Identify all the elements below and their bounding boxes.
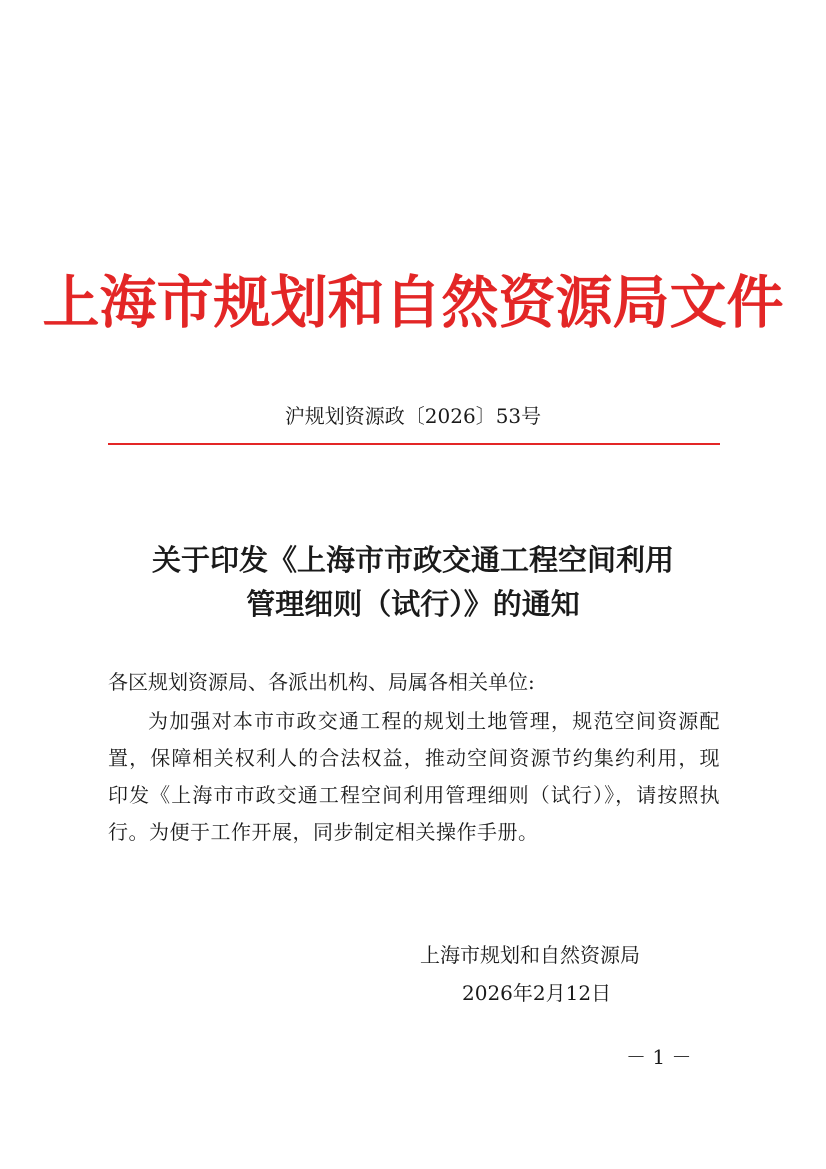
notice-title-line-1: 关于印发《上海市市政交通工程空间利用 xyxy=(151,543,674,577)
signing-organization: 上海市规划和自然资源局 xyxy=(420,943,640,967)
issuer-title: 上海市规划和自然资源局文件 xyxy=(42,269,784,336)
notice-title-line-2: 管理细则（试行）》的通知 xyxy=(246,587,580,621)
notice-title xyxy=(0,538,826,626)
body-paragraph: 为加强对本市市政交通工程的规划土地管理，规范空间资源配置，保障相关权利人的合法权益，推动空间资源节约集约利用，现印发《上海市市政交通工程空间利用管理细则（试行）》，请按照执行。为便于工作开展，同步制定相关操作手册。 xyxy=(108,709,720,844)
signing-date: 2026年2月12日 xyxy=(462,981,612,1005)
salutation: 各区规划资源局、各派出机构、局属各相关单位: xyxy=(108,670,535,694)
document-number: 沪规划资源政〔2026〕53号 xyxy=(284,404,542,428)
red-divider-line xyxy=(108,443,720,445)
page-number: － 1 － xyxy=(626,1045,692,1069)
